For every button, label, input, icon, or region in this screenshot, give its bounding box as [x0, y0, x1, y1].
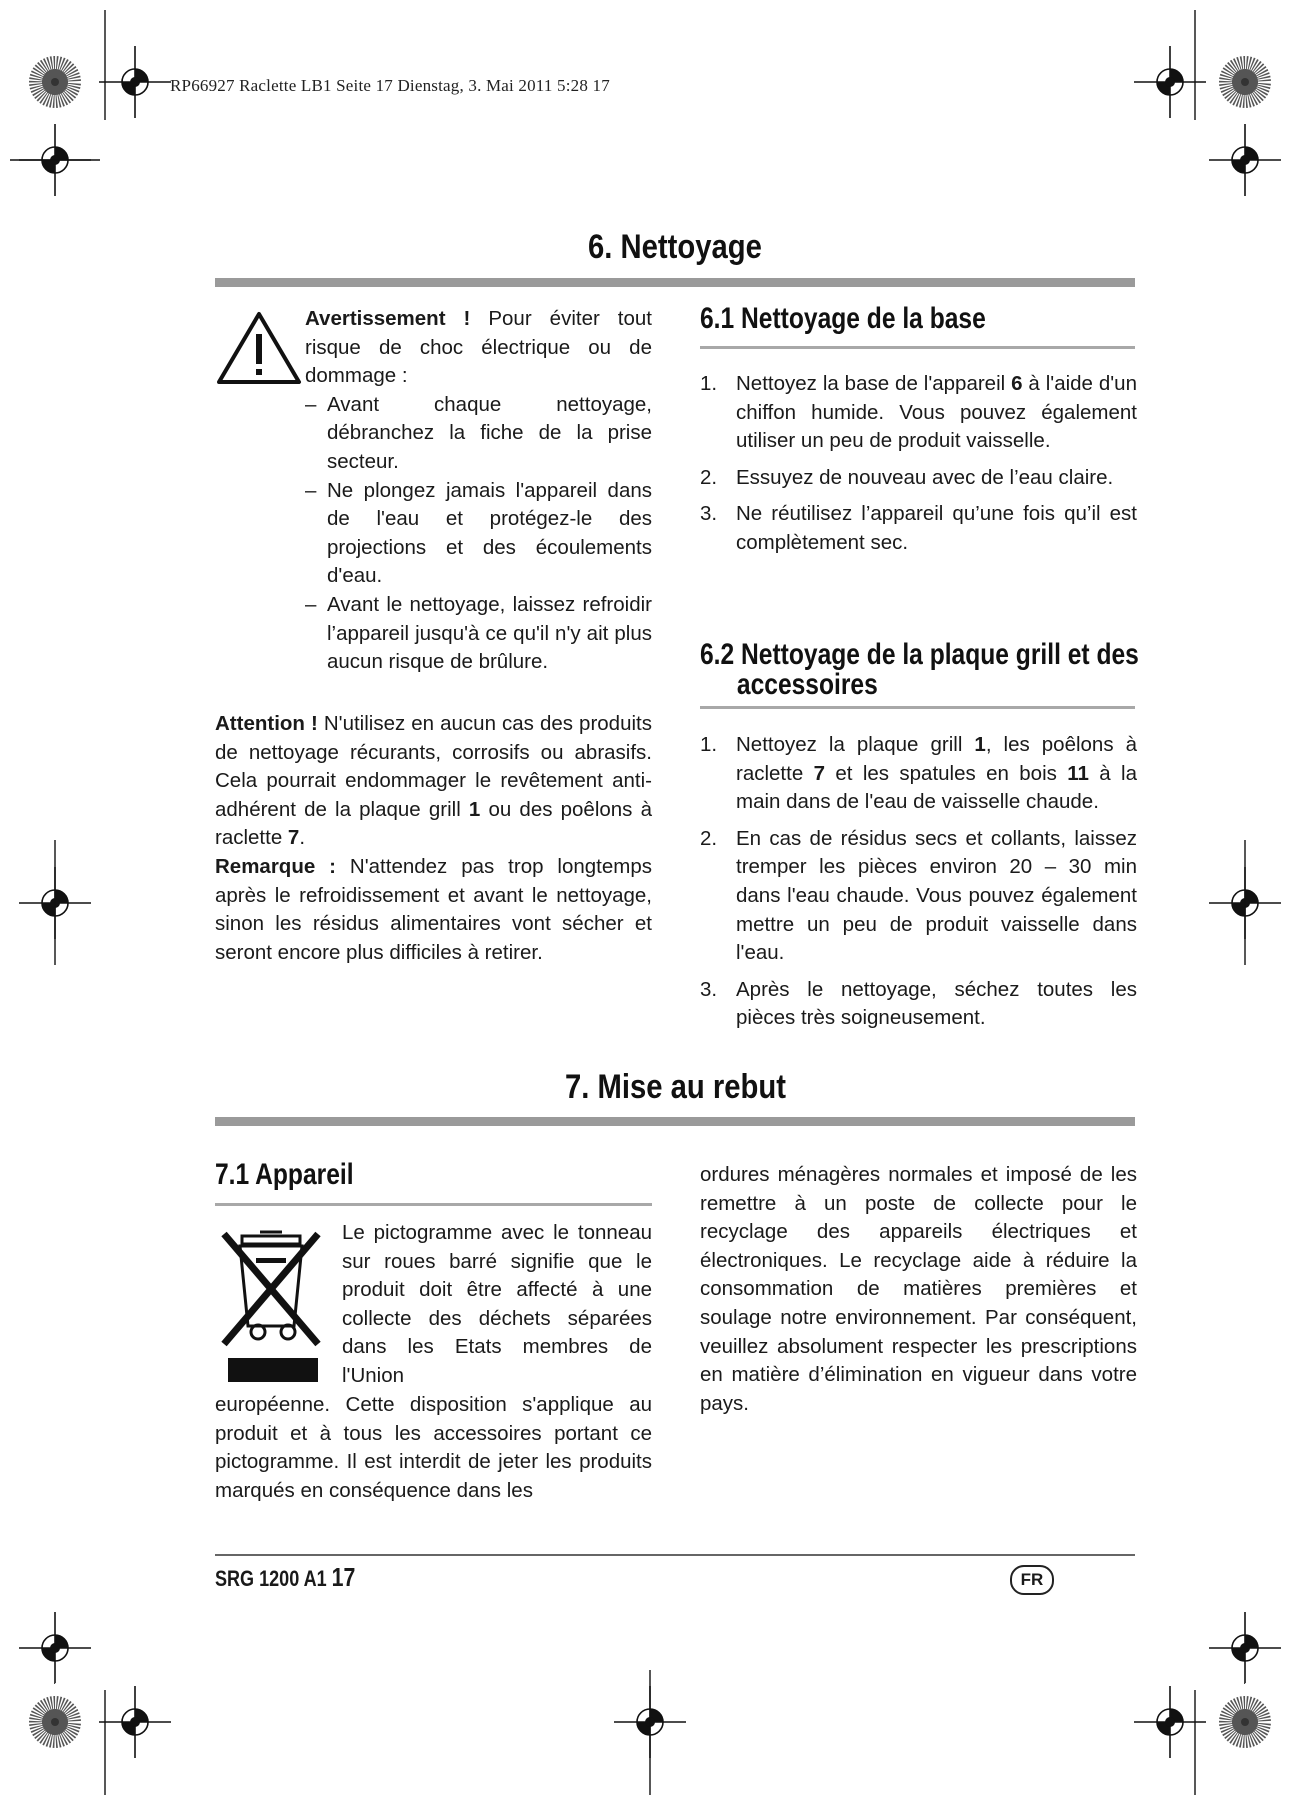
subsection-rule	[700, 706, 1135, 709]
weee-text-below-icon: européenne. Cette disposition s'applique au produit et à tous les accessoires portant ce pictogramme. Il est interdit de jeter les produits marqués en conséquence dans les	[215, 1393, 652, 1502]
warning-block	[305, 305, 652, 677]
subsection-title-device: 7.1 Appareil	[215, 1158, 354, 1191]
crossed-out-wheelie-bin-icon	[220, 1228, 324, 1388]
list-item: 1. Nettoyez la base de l'appareil 6 à l'aide d'un chiffon humide. Vous pouvez également utiliser un peu de produit vaisselle.	[700, 372, 1137, 453]
registration-mark-icon	[99, 1686, 171, 1758]
subsection-title-base: 6.1 Nettoyage de la base	[700, 302, 986, 335]
registration-mark-icon	[99, 46, 171, 118]
registration-mark-icon	[29, 56, 81, 108]
registration-mark-icon	[19, 1612, 91, 1684]
list-item: 1. Nettoyez la plaque grill 1, les poêlons à raclette 7 et les spatules en bois 11 à la main dans de l'eau de vaisselle chaude.	[700, 733, 1138, 814]
list-item: – Ne plongez jamais l'appareil dans de l'eau et protégez-le des projections et des écoulements d'eau.	[305, 478, 652, 588]
registration-mark-icon	[29, 1696, 81, 1748]
warning-triangle-icon	[215, 310, 303, 386]
base-cleaning-steps	[700, 370, 1137, 566]
print-header: RP66927 Raclette LB1 Seite 17 Dienstag, 3. Mai 2011 5:28 17	[170, 76, 610, 95]
subsection-rule	[215, 1203, 652, 1206]
warning-list	[305, 391, 652, 677]
warning-lead: Avertissement !	[305, 307, 471, 330]
list-item: 2. En cas de résidus secs et collants, laissez tremper les pièces environ 20 – 30 min dans l'eau chaude. Vous pouvez également mettre un peu de produit vaisselle dans l'eau.	[700, 826, 1137, 965]
footer-model: SRG 1200 A1 17	[215, 1562, 356, 1592]
subsection-title-grill: 6.2 Nettoyage de la plaque grill et des accessoires	[700, 638, 1139, 701]
registration-mark-icon	[1219, 1696, 1271, 1748]
subsection-rule	[700, 346, 1135, 349]
page-number: 17	[331, 1562, 356, 1592]
registration-mark-icon	[1209, 124, 1281, 196]
list-item: – Avant le nettoyage, laissez refroidir l’appareil jusqu'à ce qu'il n'y ait plus aucun risque de brûlure.	[305, 592, 652, 674]
list-item: 2. Essuyez de nouveau avec de l’eau claire.	[700, 465, 1114, 489]
section-rule	[215, 1117, 1135, 1126]
weee-text-beside-icon: Le pictogramme avec le tonneau sur roues barré signifie que le produit doit être affecté à une collecte des déchets séparées dans les Etats membres de l'Union	[342, 1221, 652, 1387]
weee-text-right-column: ordures ménagères normales et imposé de les remettre à un poste de collecte pour le recyclage des appareils électriques et électroniques. Le recyclage aide à réduire la consommation de matières premières et soulage notre environnement. Par conséquent, veuillez absolument respecter les prescriptions en matière d’élimination en vigueur dans votre pays.	[700, 1163, 1137, 1415]
remark-paragraph: Remarque : N'attendez pas trop longtemps après le refroidissement et avant le nettoyage, sinon les résidus alimentaires vont sécher et seront encore plus difficiles à retirer.	[215, 855, 653, 964]
attention-paragraph: Attention ! N'utilisez en aucun cas des produits de nettoyage récurants, corrosifs ou abrasifs. Cela pourrait endommager le revêtement anti-adhérent de la plaque grill 1 ou des poêlons à raclette 7.	[215, 712, 652, 850]
registration-mark-icon	[1219, 56, 1271, 108]
language-badge: FR	[1010, 1565, 1054, 1595]
footer-rule	[215, 1554, 1135, 1556]
list-item: 3. Ne réutilisez l’appareil qu’une fois qu’il est complètement sec.	[700, 502, 1137, 554]
list-item: 3. Après le nettoyage, séchez toutes les pièces très soigneusement.	[700, 977, 1137, 1030]
list-item: – Avant chaque nettoyage, débranchez la fiche de la prise secteur.	[305, 392, 652, 473]
section-title-disposal: 7. Mise au rebut	[565, 1068, 786, 1106]
grill-cleaning-steps	[700, 731, 1137, 1041]
section-rule	[215, 278, 1135, 287]
section-title-cleaning: 6. Nettoyage	[588, 228, 762, 266]
warning-intro: Pour éviter tout risque de choc électrique ou de dommage :	[305, 307, 652, 388]
registration-mark-icon	[1209, 1612, 1281, 1684]
